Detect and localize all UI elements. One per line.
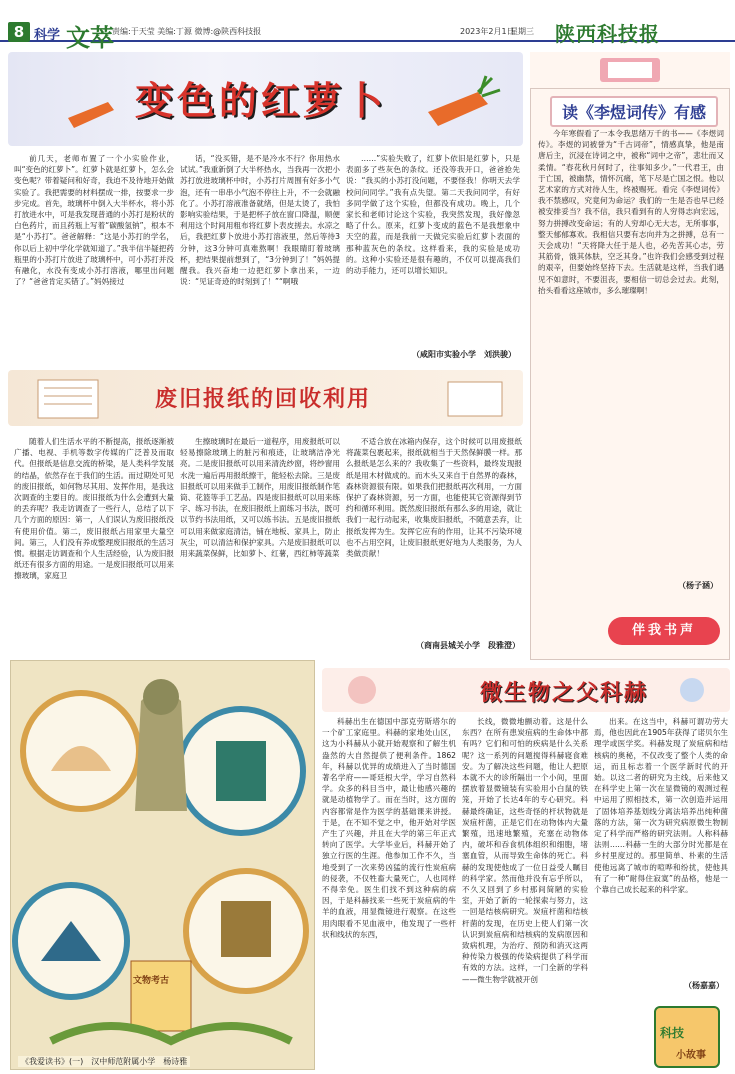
- article3-column-1: 科赫出生在德国中部克劳斯塔尔的一个矿工家庭里。科赫的家地处山区，这为小科赫从小就开始观察和了解生机盎然的大自然提供了便利条件。1862年，科赫以优异的成绩进入了当时德国著名学府——哥廷根大学，学习自然科学。众多的科目当中，最让他感兴趣的就是动植物学了。而在当时，这方面的内容都常是作为医学的基础课来讲授。于是，在不知不觉之中，他开始对学医产生了兴趣，并且在大学的第三年正式转向了医学。大学毕业后，科赫开始了独立行医的生涯。他参加工作不久，当地受到了一次来势凶猛的流行性炭疽病的侵袭，不仅牲畜大量死亡，人也同样不得幸免。医生们找不到这种病的病因，于是科赫找来一些死于炭疽病的牛羊的血液，用显微镜进行观察。在这些用肉眼看不见血液中，他发现了一些杆状和线状的东西，: [322, 717, 456, 939]
- science-story-badge-top: 科技: [660, 1026, 685, 1040]
- article2-title: 废旧报纸的回收利用: [155, 386, 372, 412]
- student-illustration: [10, 660, 315, 1070]
- article1-column-2: 话，“没买错，是不是冷水不行？你用热水试试。”我重新倒了大半杯热水，当我再一次把小苏打放进玻璃杯中时，小苏打片周围有好多小气泡，还有一串串小气泡不停往上升，不一会就融化了。小苏打溶液准备就绪，但是太烫了，我怕影响实验结果，于是把杯子放在窗口降温，顺便利用这个时间用粗布将红萝卜表皮搓去。水凉之后，我把红萝卜放进小苏打溶液里，然后等待3分钟，这3分钟可真难熬啊！我眼睛盯着玻璃杯，把结果提前想到了，“3分钟到了！”妈妈提醒我。我兴奋地一边把红萝卜拿出来，一边说：“见证奇迹的时刻到了！”“啊哦: [180, 154, 340, 287]
- sidebar-badge: 伴我书声: [608, 617, 720, 645]
- page-number: 8: [8, 22, 30, 42]
- article2-column-2: 生擦玻璃时在最后一道程序，用废报纸可以轻易擦除玻璃上的脏污和痕迹，让玻璃洁净光亮。二是废旧报纸可以用来清洗纱窗，将纱窗用水洗一遍后再用报纸擦干，能轻松去除。三是废旧报纸可以用来做手工制作，用废旧报纸制作笔筒、花篮等手工艺品。四是废旧报纸可以用来练字、练习书法，在废旧报纸上面练习书法，既可以节约书法用纸，又可以练书法。五是废旧报纸可以用来做家庭清洁，铺在地板、家具上，防止灰尘，可以清洁和保护家具。六是废旧报纸可以用来蔬菜保鲜，比如萝卜、红薯，西红柿等蔬菜: [180, 437, 340, 559]
- article1-column-1: 前几天，老师布置了一个小实验作业，叫“变色的红萝卜”。红萝卜就是红萝卜，怎么会变色呢？带着疑问和好奇，我迫不及待地开始做实验了。我把需要的材料摆成一排，按要求一步步完成。首先，玻璃杯中倒入大半杯水，将小苏打放进水中，可是我发现普通的小苏打是粉状的白色药片，而且药瓶上写着“碳酸氢钠”，根本不是“小苏打”。爸爸解释：“这是小苏打的学名，你以后上初中学化学就知道了。”我半信半疑把药瓶里的小苏打片放进了玻璃杯中，可小苏打并没有融化，水没有变成小苏打溶液，哪里出问题了？“爸爸肯定买错了。”妈妈接过: [14, 154, 174, 287]
- reading-illustration-icon: [11, 661, 315, 1070]
- newspaper-name: 陕西科技报: [555, 22, 660, 46]
- article2-column-3: 不适合放在冰箱内保存，这个时候可以用废报纸将蔬菜包裹起来，报纸就相当于天然保鲜膜一样。那么报纸是怎么来的？我收集了一些资料，最终发现报纸是用木材做成的。而木头又来自于自然界的森林，森林资源很有限。如果我们把报纸再次利用，一方面保护了森林资源，另一方面，也能使其它资源得到节约和循环利用。既然废旧报纸有那么多的用途，就让我们一起行动起来，收集废旧报纸，不随意丢弃，让报纸发挥为生。发挥它应有的作用，让其不污染环境也不占用空间，让废旧报纸更好地为人类服务，为人类做贡献！: [346, 437, 522, 559]
- article3-title: 微生物之父科赫: [480, 680, 649, 706]
- article3-column-2: 长线，微微地颤动着。这是什么东西？在所有患炭疽病的生命体中都有吗？它们和可怕的疾病是什么关系呢？这一系列的问题搅得科赫寝食难安。为了解决这些问题，他让人把原本就不大的诊所隔出一个小间，里面摆放着显微镜装有实验用小白鼠的铁笼，开始了长达4年的专心研究。科赫最终确证，这些奇怪的杆状物就是炭疽杆菌，正是它们在动物体内大量繁殖，迅速地繁殖，充塞在动物体内，破坏和吞食机体组织和细胞，堵塞血管，从而导致生命体的死亡。科赫的发现使他成了一位日益受人瞩目的科学家。然而他并没有忘乎所以，不久又回到了乡村那间简陋的实验室，开始了新的一轮探索与努力，这一回是结核病研究。炭疽杆菌和结核杆菌的发现，在历史上使人们第一次认识到炭疽病和结核病的发病原因和致病机理，为治疗、预防和消灭这两种传染力极强的传染病提供了科学而有效的方法。这样，一门全新的学科——微生物学就被开创: [462, 717, 588, 984]
- science-story-badge-bottom: 小故事: [676, 1050, 706, 1061]
- section-title: 文萃: [66, 23, 114, 52]
- article1-column-3: ……”实验失败了，红萝卜依旧是红萝卜，只是表面多了些灰色的条纹。还没等我开口，爸爸抢先说：“我买的小苏打没问题，不要怪我！你明天去学校问问同学。”我有点失望。第二天我问同学，有好多同学做了这个实验，但都没有成功。晚上，几个家长和老师讨论这个实验，我突然发现，我好像忽略了什么。原来，红萝卜变成的蓝色不是我想象中天空的蓝，而是我前一天做完实验后红萝卜表面的那种蓝灰色的条纹。这样看来，我的实验是成功的。这种小实验还是很有趣的，不仅可以提高我们的动手能力，还可以增长知识。: [346, 154, 520, 276]
- illustration-book-label: 文物考古: [133, 976, 170, 986]
- editors-line: 责编:于天莹 美编:丁源 微博:@陕西科技报: [112, 27, 262, 36]
- section-label: 科学: [34, 28, 61, 43]
- sidebar-text: 今年寒假看了一本令我思绪万千的书——《李煜词传》。李煜的词被誉为“千古词帝”，情感真挚，他是南唐后主，沉浸在诗词之中，被称“词中之帝”，悲壮而又柔情。“春花秋月何时了，往事知多少。”一代君王，由于亡国，被幽禁，情怀沉痛，笔下尽是亡国之恨。他以艺术家的方式对待人生，终被赐死。看完《李煜词传》我不禁感叹，究竟何为命运？我们的一生是否也早已经被安排妥当？我不信，我只看到有的人穷得志向宏远，努力拼搏改变命运；有的人穷却心无大志，无所事事，整天郁郁寡欢。我相信只要有志向并为之拼搏，总有一天会成功！“天将降大任于是人也，必先苦其心志，劳其筋骨，饿其体肤，空乏其身。”也许我们会感受到过程的艰辛，但要始终坚持下去。生活就是这样，当我们遇见不如意时，不要沮丧，要相信一切总会过去。此刻，抬头看看这座城市，多么璀璨啊！: [538, 129, 724, 295]
- article1-signature: （咸阳市实验小学 刘洪骏）: [412, 350, 516, 359]
- sidebar-title: 读《李煜词传》有感: [550, 96, 718, 127]
- article1-title: 变色的红萝卜: [135, 78, 388, 123]
- issue-weekday: 星期三: [510, 27, 534, 36]
- illustration-caption: 《我爱读书》(一) 汉中师范附属小学 杨诗雅: [18, 1056, 190, 1067]
- article3-column-3: 出来。在这当中，科赫可谓功劳大焉，他也因此在1905年获得了诺贝尔生理学或医学奖。科赫发现了炭疽病和结核病的奥秘，不仅改变了整个人类的命运，而且标志着一个医学新时代的开始。以这二者的研究为主线，后来他又在科学史上第一次在显微镜的观测过程中运用了照相技术，第一次创造并运用了固体培养基划线分离法培养出纯种菌落的方法，第一次为研究病原微生物制定了科学而严格的研究法则。人称科赫法则……科赫一生的大部分时光都是在乡村里度过的。那里简单、朴素的生活使他远离了城市的喧哗和纷扰，使他具有了一种“耐得住寂寞”的品格，他是一个靠自己成长起来的科学家。: [594, 717, 728, 895]
- article3-signature: （杨嘉嘉）: [684, 981, 724, 990]
- sidebar-top-decoration: [530, 52, 730, 88]
- sidebar-signature: （杨子涵）: [678, 581, 718, 590]
- article2-column-1: 随着人们生活水平的不断提高，报纸逐渐被广播、电视、手机等数字传媒的广泛普及而取代。但报纸是信息交流的桥梁，是人类科学发展的结晶，依然存在于我们的生活。而过期处可见的废旧报纸，如何物尽其用、发挥作用，是我这次调查的主要目的。废旧报纸为什么会遭到大量的丢弃呢？我走访调查了一些行人，总结了以下几个方面的原因：第一，人们误认为废旧报纸没有使用价值。第二，废旧报纸占用家里大量空间。第三，人们没有养成整理废旧报纸的生活习惯。根据走访调查和个人生活经验，认为废旧报纸还有很多方面的用途。一是废旧报纸可以用来擦玻璃，家庭卫: [14, 437, 174, 581]
- issue-date: 2023年2月1日: [460, 27, 515, 36]
- article2-signature: （商南县城关小学 段雅澄）: [416, 641, 520, 650]
